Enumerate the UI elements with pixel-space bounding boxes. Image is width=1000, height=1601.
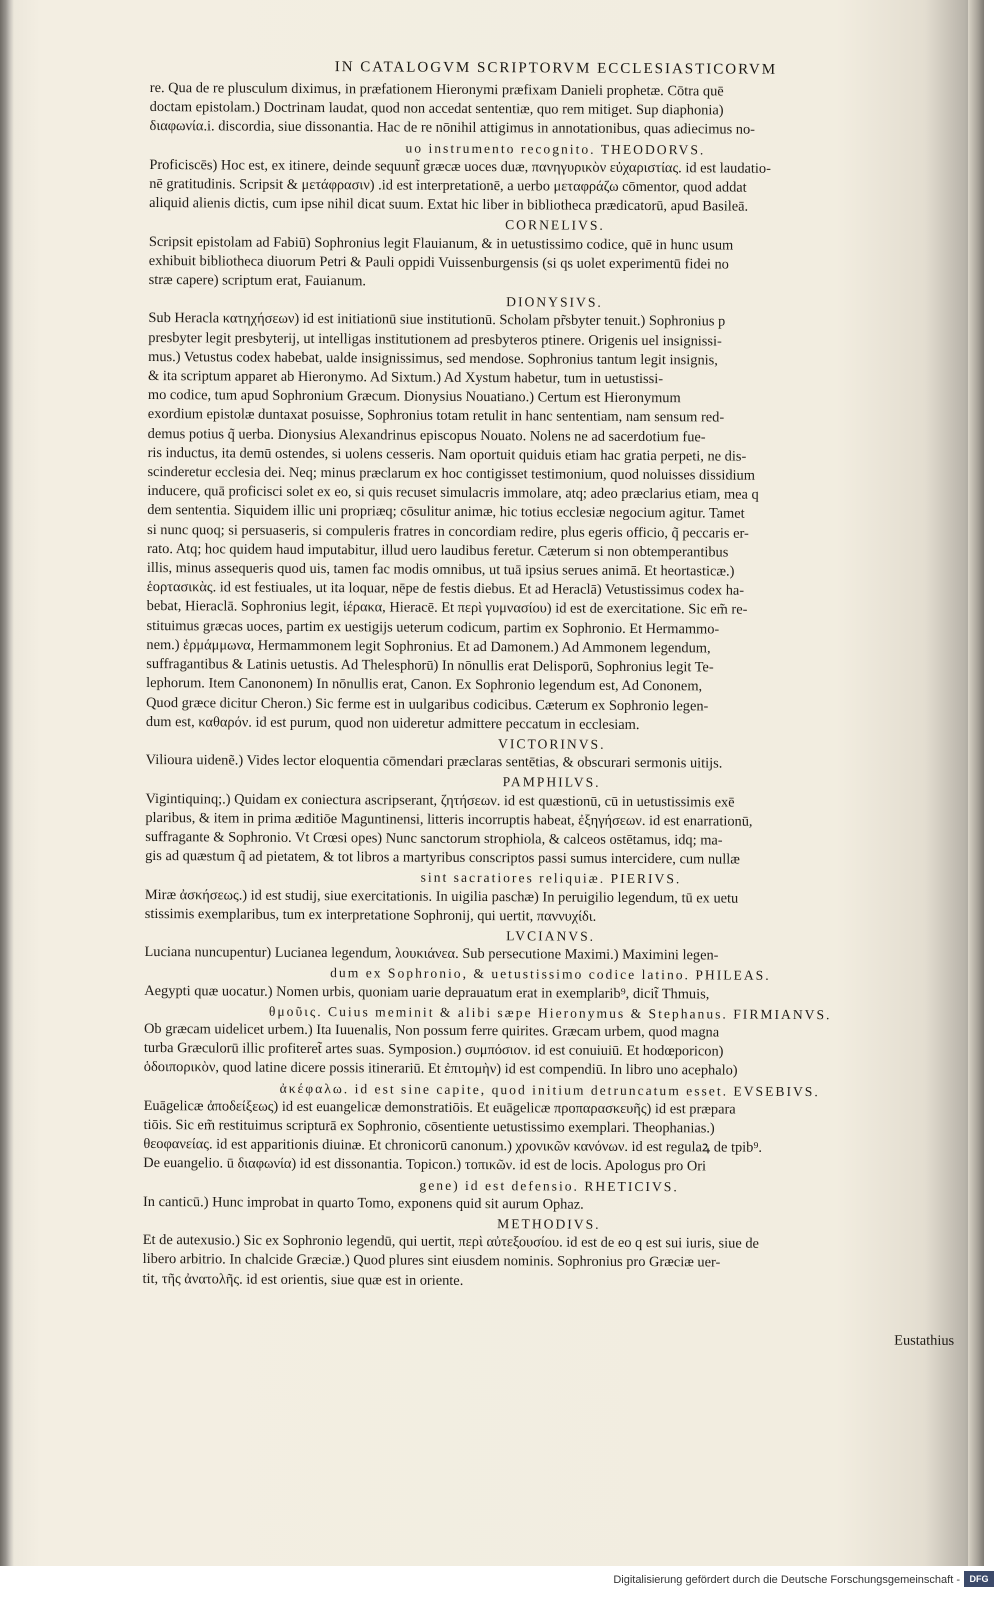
body-text bbox=[142, 79, 961, 1294]
text-line: suffragante & Sophronio. Vt Crœsi opes) Nunc sanctorum strophiola, & calceos ostētamus, idq; ma- bbox=[145, 828, 723, 849]
section-heading-line: LVCIANVS. bbox=[506, 928, 596, 944]
section-heading-line: VICTORINVS. bbox=[498, 736, 606, 752]
text-line: suffragantibus & Latinis uetustis. Ad Thelesphorū) In nōnullis erat Delisporū, Sophronius legit Te- bbox=[146, 656, 714, 676]
text-line: Vilioura uidenẽ.) Vides lector eloquentia cōmendari præclaras sentētias, & obscurari sermonis uitijs. bbox=[145, 752, 723, 772]
text-line: illis, minus assequeris quod uis, tamen fac modis omnibus, ut tuā ipsius serues animā. Et heortasticæ.) bbox=[146, 560, 735, 580]
text-line: bebat, Hieraclā. Sophronius legit, ἱέρακα, Hieracē. Et περὶ γυμνασίου) id est de exercitatione. Sic em̃ re- bbox=[146, 598, 748, 619]
text-line: stissimis exemplaribus, tum ex interpretatione Sophronij, qui uertit, παννυχίδι. bbox=[144, 905, 597, 925]
text-line: & ita scriptum apparet ab Hieronymo. Ad Sixtum.) Ad Xystum habetur, tum in uetustissi- bbox=[148, 368, 664, 388]
text-line: θεοφανείας. id est apparitionis diuinæ. Et chronicorū canonum.) χρονικῶν κανόνων. id est regulaꝝ de tpib⁹. bbox=[143, 1136, 763, 1156]
text-line: Vigintiquinq;.) Quidam ex coniectura ascripserant, ζητήσεων. id est quæstionū, cū in uetustissimis exē bbox=[145, 790, 735, 811]
text-line: tit, τῆς ἀνατολῆς. id est orientis, siue quæ est in oriente. bbox=[142, 1270, 464, 1289]
text-line: ris inductus, ita demū ostendes, si uolens cesseris. Nam oportuit quiduis etiam hac gratia perpeti, ne dis- bbox=[147, 444, 747, 465]
text-line: διαφωνία.i. discordia, siue dissonantia. Hac de re nōnihil attigimus in annotationibus, quas adiecimus no- bbox=[149, 118, 756, 139]
text-line: Euāgelicæ ἀποδείξεως) id est euangelicæ demonstratiōis. Et euāgelicæ προπαρασκευῆς) id est præpara bbox=[143, 1097, 736, 1118]
section-heading-line: METHODIVS. bbox=[497, 1216, 601, 1232]
text-line: Quod græce dicitur Cheron.) Sic ferme est in uulgaribus codicibus. Cæterum ex Sophronio legen- bbox=[146, 694, 709, 714]
text-line: inducere, quā proficisci solet ex eo, si quis recuset simulacris immolare, atq; adeo præclarius etiam, mea q bbox=[147, 483, 759, 503]
text-line: mo codice, tum apud Sophronium Græcum. Dionysius Nouatiano.) Certum est Hieronymum bbox=[147, 387, 681, 407]
text-line: Miræ ἀσκήσεως.) id est studij, siue exercitationis. In uigilia paschæ) In peruigilio legendum, tū ex uetu bbox=[144, 886, 739, 907]
text-line: Scripsit epistolam ad Fabiū) Sophronius legit Flauianum, & in uetustissimo codice, quē in hunc usum bbox=[148, 233, 734, 254]
text-block bbox=[142, 58, 962, 1373]
text-line: ἑορτασικὰς. id est festiuales, ut ita loquar, nēpe de festis diebus. Et ad Heraclā) Vetustissimus codex ha- bbox=[146, 579, 745, 599]
section-heading-line: uo instrumento recognito. THEODORVS. bbox=[405, 140, 706, 158]
text-line: De euangelio. ū διαφωνία) id est dissonantia. Topicon.) τοπικῶν. id est de locis. Apologus pro Ori bbox=[143, 1155, 707, 1175]
text-line: gis ad quæstum q̃ ad pietatem, & tot libros a martyribus conscriptos passi sumus intercidere, cum nullæ bbox=[145, 848, 740, 868]
footer-credit: Digitalisierung gefördert durch die Deutsche Forschungsgemeinschaft - bbox=[613, 1574, 960, 1586]
text-line: exhibuit bibliotheca diuorum Petri & Pauli oppidi Vuissenburgensis (si qs uolet experimentū fidei no bbox=[148, 252, 729, 273]
section-heading-line: CORNELIVS. bbox=[505, 217, 605, 234]
text-line: nē gratitudinis. Scripsit & μετάφρασιν) .id est interpretationē, a uerbo μεταφράζω cōmentor, quod addat bbox=[149, 176, 747, 196]
text-line: stræ capere) scriptum erat, Fauianum. bbox=[148, 272, 367, 290]
text-line: tiōis. Sic em̃ restituimus scripturā ex Sophronio, cōsentiente uetustissimo exemplari. Theophanias.) bbox=[143, 1116, 715, 1137]
text-line: Proficiscēs) Hoc est, ex itinere, deinde sequunt̃ græcæ uoces duæ, πανηγυρικὸν εὐχαριστίας. id est laudatio- bbox=[149, 156, 771, 177]
dfg-logo: DFG bbox=[964, 1571, 994, 1587]
text-line: Ob græcam uidelicet urbem.) Ita Iuuenalis, Non possum ferre quirites. Græcam urbem, quod magna bbox=[144, 1020, 720, 1041]
text-line: Sub Heracla κατηχήσεων) id est initiationū siue institutionū. Scholam pr̃sbyter tenuit.) Sophronius p bbox=[148, 310, 726, 330]
section-heading-line: gene) id est defensio. RHETICIVS. bbox=[419, 1177, 679, 1194]
text-line: Luciana nuncupentur) Lucianea legendum, λουκιάνεα. Sub persecutione Maximi.) Maximini legen- bbox=[144, 944, 719, 964]
text-line: Et de autexusio.) Sic ex Sophronio legendū, qui uertit, περὶ αὐτεξουσίου. id est de eo q est sui iuris, siue de bbox=[142, 1232, 760, 1252]
text-line: si nunc quoq; si persuaseris, si compuleris fratres in concordiam redire, plus egeris officio, q̃ peccaris er- bbox=[147, 521, 749, 542]
section-heading-line: θμοῦις. Cuius meminit & alibi sæpe Hieronymus & Stephanus. FIRMIANVS. bbox=[268, 1003, 832, 1022]
text-line: aliquid alienis dictis, cum ipse nihil dicat suum. Extat hic liber in bibliotheca prædicatorū, apud Basileā. bbox=[149, 195, 749, 215]
text-line: lephorum. Item Canononem) In nōnullis erat, Canon. Ex Sophronio legendum est, Ad Cononem, bbox=[146, 675, 703, 695]
text-line: demus potius q̃ uerba. Dionysius Alexandrinus episcopus Nouato. Nolens ne ad sacerdotium fue- bbox=[147, 425, 706, 446]
text-line: mus.) Vetustus codex habebat, ualde insignissimus, sed mendose. Sophronius tantum legit insignis, bbox=[148, 348, 718, 369]
running-head: IN CATALOGVM SCRIPTORVM ECCLESIASTICORVM bbox=[334, 59, 778, 78]
text-line: scinderetur ecclesia dei. Neq; minus præclarum ex hoc contigisset testimonium, quod noluisses dissidium bbox=[147, 464, 756, 484]
text-line: ὁδοιπορικὸν, quod latine dicere possis itinerariū. Et ἐπιτομὴν) id est compendiū. In libro uno acephalo) bbox=[143, 1059, 738, 1079]
text-line: Aegypti quæ uocatur.) Nomen urbis, quoniam uarie deprauatum erat in exemplarib⁹, dicit̃ Thmuis, bbox=[144, 982, 710, 1002]
text-line: dum est, καθαρόν. id est purum, quod non uideretur admittere peccatum in ecclesiam. bbox=[145, 713, 640, 733]
text-line: exordium epistolæ duntaxat posuisse, Sophronius totam retulit in hanc sententiam, nam sensum red- bbox=[147, 406, 725, 426]
section-heading-line: dum ex Sophronio, & uetustissimo codice latino. PHILEAS. bbox=[330, 965, 771, 984]
text-line: libero arbitrio. In chalcide Græciæ.) Quod plures sint eiusdem nominis. Sophronius pro Græciæ uer- bbox=[142, 1251, 721, 1271]
page-edge bbox=[968, 0, 984, 1566]
text-line: turba Græculorū illic profiteret̃ artes suas. Symposion.) συμπόσιον. id est conuiuiū. Et hodœporicon) bbox=[143, 1040, 724, 1060]
text-line: In canticū.) Hunc improbat in quarto Tomo, exponens quid sit aurum Ophaz. bbox=[142, 1193, 584, 1213]
section-heading-line: ἀκέφαλω. id est sine capite, quod initium detruncatum esset. EVSEBIVS. bbox=[279, 1080, 820, 1099]
text-line: presbyter legit presbyterij, ut intelligas institutionem ad presbyteros ptinere. Origenis uel insignissi- bbox=[148, 329, 722, 350]
catchword: Eustathius bbox=[894, 1332, 955, 1349]
text-line: doctam epistolam.) Doctrinam laudat, quod non accedat sententiæ, quo rem mitiget. Sup diaphonia) bbox=[149, 99, 724, 119]
section-heading-line: PAMPHILVS. bbox=[502, 774, 601, 791]
section-heading-line: DIONYSIVS. bbox=[506, 294, 603, 311]
text-line: plaribus, & item in prima æditiōe Maguntinensi, litteris incorruptis habeat, ἐξηγήσεων. id est enarrationū, bbox=[145, 809, 753, 830]
text-line: dem sententia. Siquidem illic uni propriæq; cōsulitur animæ, hic totius ecclesiæ negocium agitur. Tamet bbox=[147, 502, 745, 523]
text-line: rato. Atq; hoc quidem haud imputabitur, illud uero laudibus feretur. Cæterum si non obtemperantibus bbox=[146, 540, 729, 561]
section-heading-line: sint sacratiores reliquiæ. PIERIVS. bbox=[420, 869, 682, 887]
text-line: re. Qua de re plusculum diximus, in præfationem Hieronymi præfixam Danieli prophetæ. Cōtra quē bbox=[149, 79, 724, 100]
text-line: stituimus græcas uoces, partim ex uestigijs ueterum codicum, partim ex Sophronio. Et Hermammo- bbox=[146, 617, 720, 638]
text-line: nem.) ἑρμάμμωνα, Hermammonem legit Sophronius. Et ad Damonem.) Ad Ammonem legendum, bbox=[146, 636, 711, 657]
